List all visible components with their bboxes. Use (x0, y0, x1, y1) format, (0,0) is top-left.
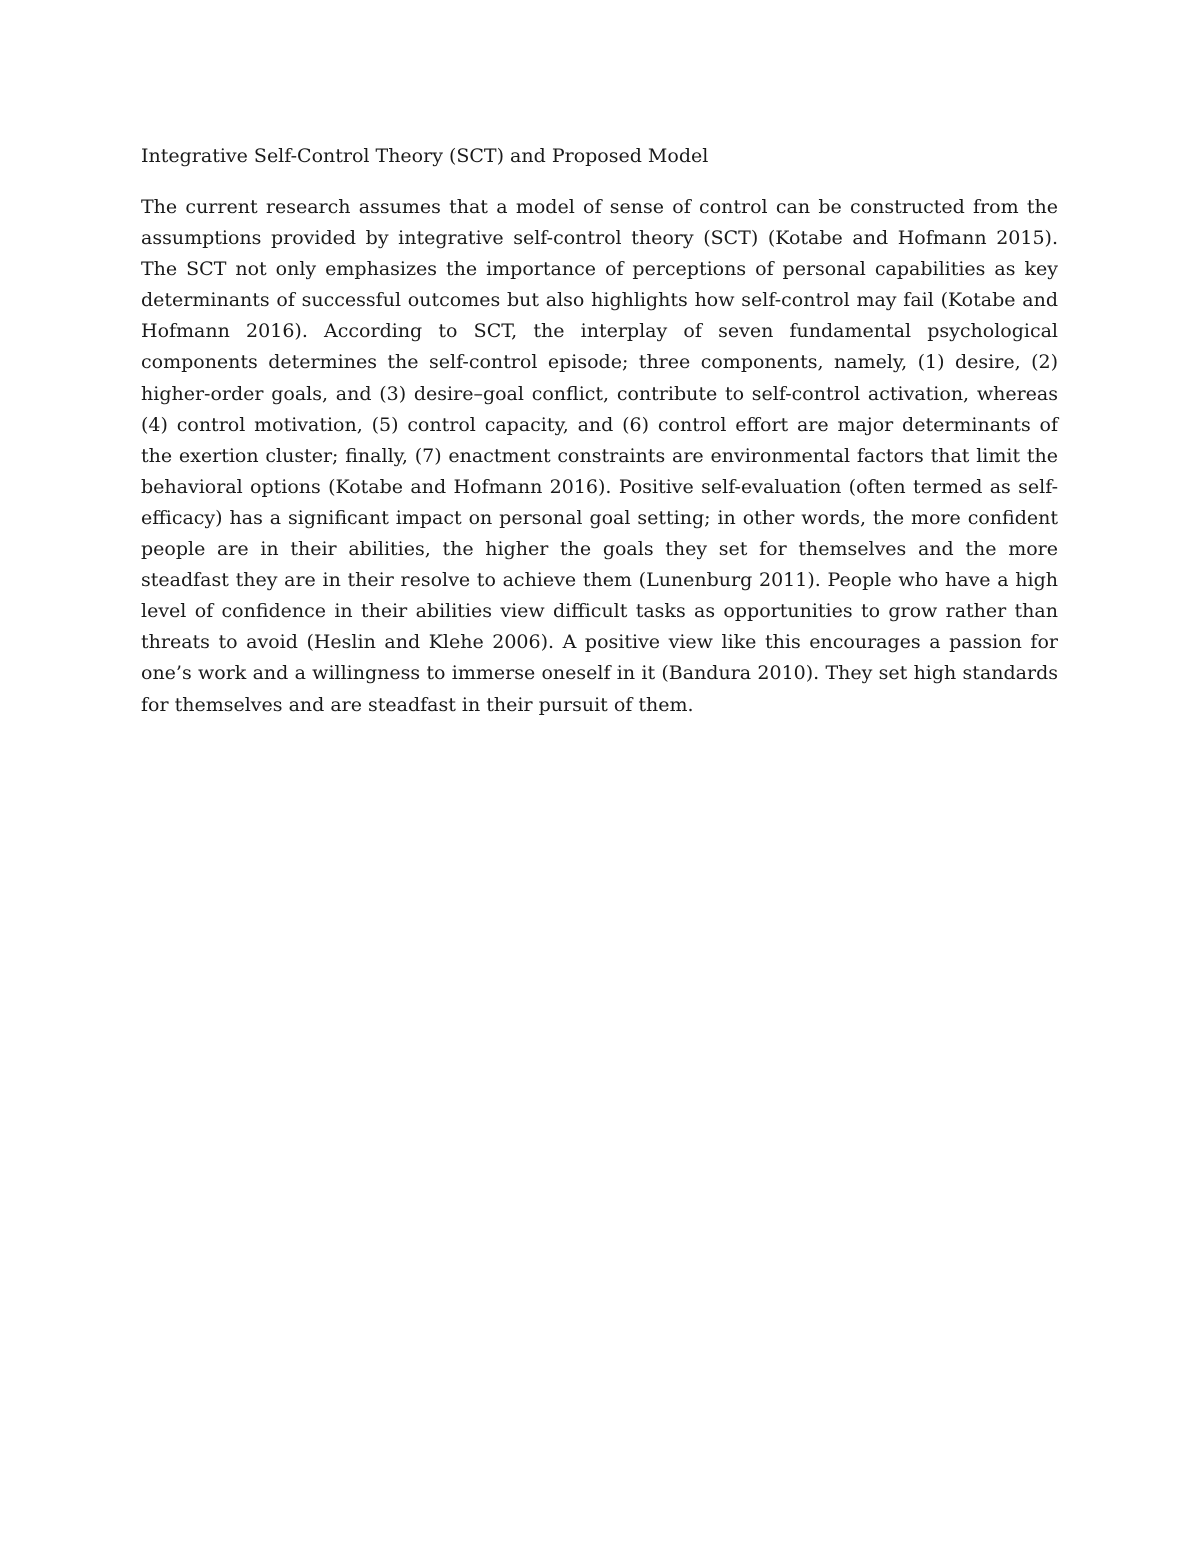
section-heading: Integrative Self-Control Theory (SCT) and Proposed Model (141, 145, 709, 167)
body-paragraph: The current research assumes that a model of sense of control can be constructed from the assumptions provided by integrative self-control theory (SCT) (Kotabe and Hofmann 2015). The SCT not only emphasizes the importance of perceptions of personal capabilities as key determinants of successful outcomes but also highlights how self-control may fail (Kotabe and Hofmann 2016). According to SCT, the interplay of seven fundamental psychological components determines the self-control episode; three components, namely, (1) desire, (2) higher-order goals, and (3) desire–goal conflict, contribute to self-control activation, whereas (4) control motivation, (5) control capacity, and (6) control effort are major determinants of the exertion cluster; finally, (7) enactment constraints are environmental factors that limit the behavioral options (Kotabe and Hofmann 2016). Positive self-evaluation (often termed as self-efficacy) has a significant impact on personal goal setting; in other words, the more confident people are in their abilities, the higher the goals they set for themselves and the more steadfast they are in their resolve to achieve them (Lunenburg 2011). People who have a high level of confidence in their abilities view difficult tasks as opportunities to grow rather than threats to avoid (Heslin and Klehe 2006). A positive view like this encourages a passion for one’s work and a willingness to immerse oneself in it (Bandura 2010). They set high standards for themselves and are steadfast in their pursuit of them. (141, 196, 1058, 716)
document-body (141, 142, 1058, 721)
